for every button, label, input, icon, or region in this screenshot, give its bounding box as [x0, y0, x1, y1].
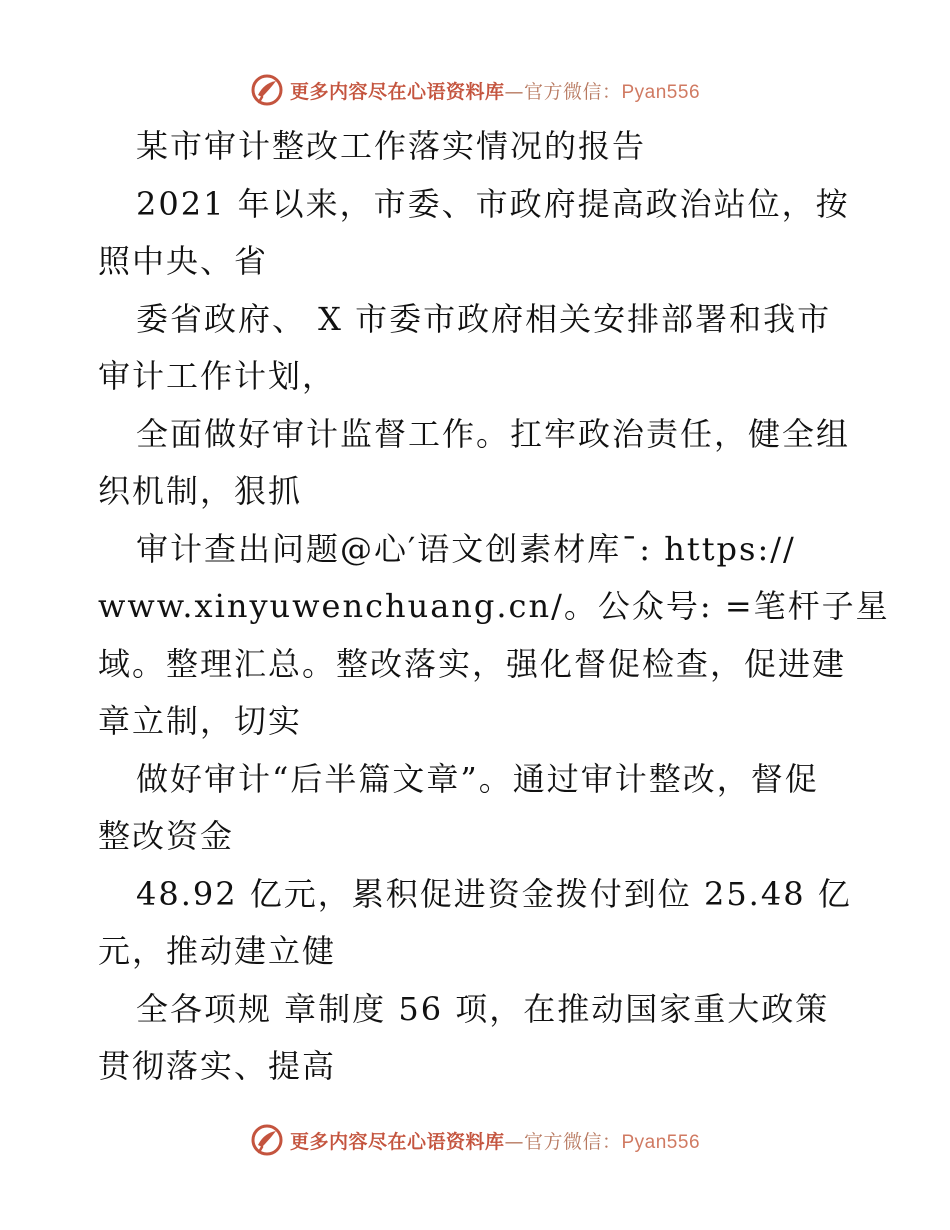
paragraph-line: 照中央、省	[98, 242, 269, 280]
document-title: 某市审计整改工作落实情况的报告	[136, 127, 647, 165]
paragraph-line: 贯彻落实、提高	[98, 1047, 337, 1085]
paragraph-line: 2021 年以来，市委、市政府提高政治站位，按	[136, 184, 850, 223]
header-brand-text: 更多内容尽在心语资料库	[289, 80, 505, 103]
paragraph-line: 章立制，切实	[98, 702, 303, 740]
paragraph-line: 全各项规 章制度 56 项，在推动国家重大政策	[136, 989, 830, 1028]
paragraph-line: 审计查出问题@心′语文创素材库¯: https://	[136, 529, 796, 568]
header-banner	[0, 70, 950, 110]
header-wechat-label: —官方微信：	[504, 80, 622, 103]
brand-logo-icon	[250, 73, 284, 107]
header-wechat-id: Pyan556	[621, 81, 701, 103]
paragraph-line: 审计工作计划，	[98, 357, 337, 395]
paragraph-line: 元，推动建立健	[98, 932, 337, 970]
footer-banner	[0, 1120, 950, 1160]
brand-logo-icon	[250, 1123, 284, 1157]
paragraph-line: 整改资金	[98, 817, 235, 855]
footer-wechat-id: Pyan556	[621, 1131, 701, 1153]
paragraph-line: www.xinyuwenchuang.cn/。公众号: =笔杆子星	[98, 587, 890, 625]
header-banner-text	[290, 77, 700, 104]
paragraph-line: 委省政府、 X 市委市政府相关安排部署和我市	[136, 299, 832, 338]
footer-wechat-label: —官方微信：	[504, 1130, 622, 1153]
footer-banner-text	[290, 1127, 700, 1154]
paragraph-line: 域。整理汇总。整改落实，强化督促检查，促进建	[98, 644, 847, 683]
paragraph-line: 全面做好审计监督工作。扛牢政治责任，健全组	[136, 414, 851, 453]
paragraph-line: 织机制，狠抓	[98, 472, 303, 510]
paragraph-line: 做好审计“后半篇文章”。通过审计整改，督促	[136, 759, 819, 798]
paragraph-line: 48.92 亿元，累积促进资金拨付到位 25.48 亿	[136, 874, 852, 913]
document-body	[98, 118, 890, 1096]
footer-brand-text: 更多内容尽在心语资料库	[289, 1130, 505, 1153]
